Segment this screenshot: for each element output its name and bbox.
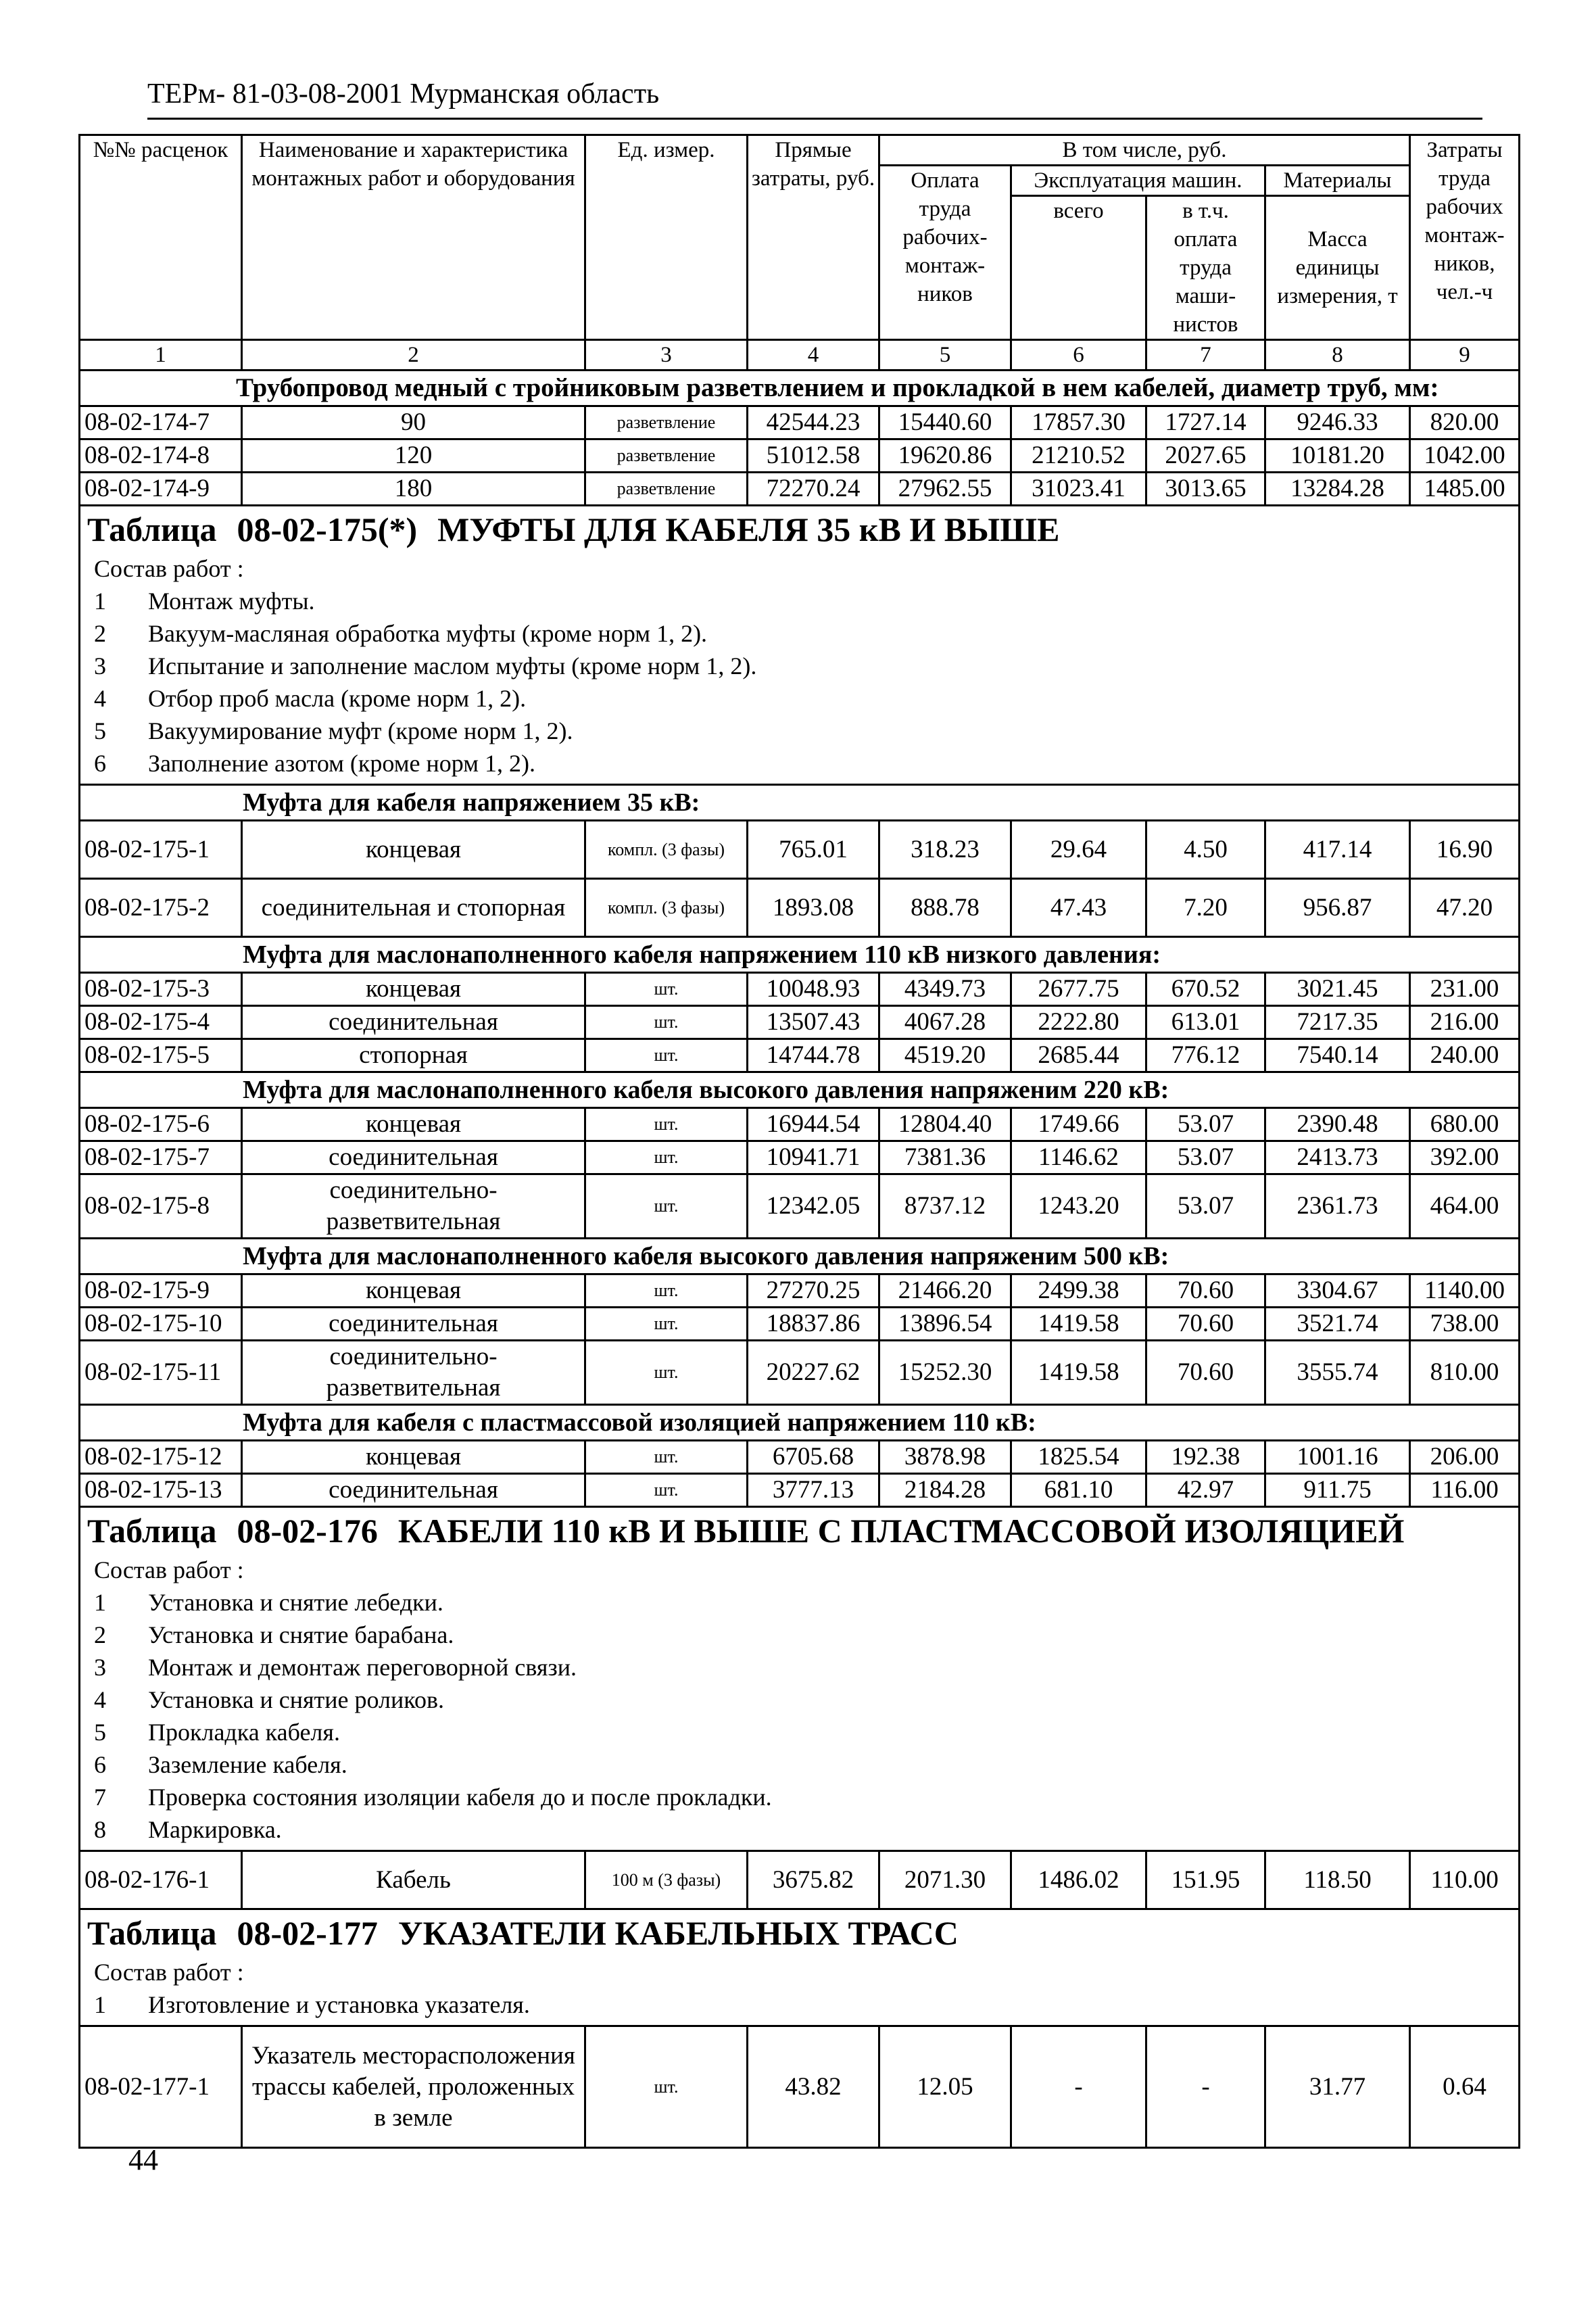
machines-labor: 151.95 xyxy=(1146,1851,1265,1909)
composition-text: Вакуум-масляная обработка муфты (кроме норм 1, 2). xyxy=(148,620,708,647)
col-materials-header: Материалы xyxy=(1265,166,1410,196)
direct-cost: 10048.93 xyxy=(748,973,879,1006)
direct-cost: 3675.82 xyxy=(748,1851,879,1909)
rate-code: 08-02-175-1 xyxy=(80,821,242,879)
machines-total: 2222.80 xyxy=(1011,1006,1146,1039)
materials: 2413.73 xyxy=(1265,1141,1410,1174)
group-heading: Муфта для кабеля с пластмассовой изоляцией напряжением 110 кВ: xyxy=(80,1405,1520,1441)
materials: 1001.16 xyxy=(1265,1441,1410,1474)
composition-item xyxy=(94,1988,1518,2021)
work-name: Кабель xyxy=(242,1851,585,1909)
table-label: Таблица xyxy=(87,1914,217,1952)
machines-labor: - xyxy=(1146,2026,1265,2148)
work-name: концевая xyxy=(242,1108,585,1141)
direct-cost: 43.82 xyxy=(748,2026,879,2148)
materials: 118.50 xyxy=(1265,1851,1410,1909)
composition-number: 3 xyxy=(94,1654,106,1681)
direct-cost: 27270.25 xyxy=(748,1274,879,1308)
rate-code: 08-02-175-8 xyxy=(80,1174,242,1239)
composition-row xyxy=(80,552,1520,785)
work-name: соединительная xyxy=(242,1141,585,1174)
table-row xyxy=(80,1108,1520,1141)
machines-labor: 70.60 xyxy=(1146,1274,1265,1308)
rate-code: 08-02-175-6 xyxy=(80,1108,242,1141)
composition-number: 6 xyxy=(94,750,106,777)
composition-text: Установка и снятие барабана. xyxy=(148,1621,454,1648)
labor-pay: 13896.54 xyxy=(879,1308,1011,1341)
machines-total: 2685.44 xyxy=(1011,1039,1146,1072)
machines-total: 1749.66 xyxy=(1011,1108,1146,1141)
table-row xyxy=(80,439,1520,473)
machines-labor: 776.12 xyxy=(1146,1039,1265,1072)
table-row xyxy=(80,879,1520,937)
composition-text: Монтаж и демонтаж переговорной связи. xyxy=(148,1654,577,1681)
labor-hours: 464.00 xyxy=(1410,1174,1520,1239)
machines-labor: 1727.14 xyxy=(1146,406,1265,439)
rate-code: 08-02-177-1 xyxy=(80,2026,242,2148)
unit: шт. xyxy=(585,1341,748,1405)
work-name: соединительная xyxy=(242,1006,585,1039)
work-name: концевая xyxy=(242,973,585,1006)
materials: 3555.74 xyxy=(1265,1341,1410,1405)
materials: 417.14 xyxy=(1265,821,1410,879)
direct-cost: 765.01 xyxy=(748,821,879,879)
rate-code: 08-02-174-8 xyxy=(80,439,242,473)
machines-labor: 70.60 xyxy=(1146,1341,1265,1405)
direct-cost: 13507.43 xyxy=(748,1006,879,1039)
work-name: концевая xyxy=(242,1441,585,1474)
labor-pay: 888.78 xyxy=(879,879,1011,937)
composition-number: 3 xyxy=(94,652,106,679)
table-title-row xyxy=(80,506,1520,553)
column-number: 3 xyxy=(585,340,748,371)
column-number: 8 xyxy=(1265,340,1410,371)
work-name: концевая xyxy=(242,821,585,879)
table-row xyxy=(80,821,1520,879)
materials: 911.75 xyxy=(1265,1474,1410,1507)
materials: 2361.73 xyxy=(1265,1174,1410,1239)
work-name: соединительная xyxy=(242,1308,585,1341)
unit: шт. xyxy=(585,1174,748,1239)
machines-total: 1825.54 xyxy=(1011,1441,1146,1474)
table-row xyxy=(80,1851,1520,1909)
rate-code: 08-02-175-5 xyxy=(80,1039,242,1072)
machines-total: 29.64 xyxy=(1011,821,1146,879)
unit: компл. (3 фазы) xyxy=(585,821,748,879)
composition-text: Испытание и заполнение маслом муфты (кроме норм 1, 2). xyxy=(148,652,757,679)
machines-labor: 613.01 xyxy=(1146,1006,1265,1039)
composition-text: Установка и снятие роликов. xyxy=(148,1686,444,1713)
table-code: 08-02-177 xyxy=(237,1914,378,1952)
machines-labor: 7.20 xyxy=(1146,879,1265,937)
labor-pay: 12804.40 xyxy=(879,1108,1011,1141)
table-title xyxy=(80,1507,1520,1554)
col-unit-header: Ед. измер. xyxy=(585,135,748,340)
group-heading: Муфта для кабеля напряжением 35 кВ: xyxy=(80,785,1520,821)
machines-labor: 4.50 xyxy=(1146,821,1265,879)
labor-hours: 110.00 xyxy=(1410,1851,1520,1909)
unit: шт. xyxy=(585,1006,748,1039)
composition-item xyxy=(94,1813,1518,1846)
direct-cost: 14744.78 xyxy=(748,1039,879,1072)
table-row xyxy=(80,1441,1520,1474)
machines-labor: 53.07 xyxy=(1146,1108,1265,1141)
table-row xyxy=(80,473,1520,506)
materials: 9246.33 xyxy=(1265,406,1410,439)
rate-code: 08-02-175-3 xyxy=(80,973,242,1006)
direct-cost: 3777.13 xyxy=(748,1474,879,1507)
composition-text: Маркировка. xyxy=(148,1816,282,1843)
table-row xyxy=(80,2026,1520,2148)
composition-number: 1 xyxy=(94,1991,106,2018)
composition-item xyxy=(94,1781,1518,1813)
col-direct-header: Прямые затраты, руб. xyxy=(748,135,879,340)
labor-pay: 15440.60 xyxy=(879,406,1011,439)
composition-heading: Состав работ : xyxy=(94,1556,244,1583)
group-heading-row xyxy=(80,1072,1520,1108)
materials: 13284.28 xyxy=(1265,473,1410,506)
table-row xyxy=(80,973,1520,1006)
work-name: соединительно-разветвительная xyxy=(242,1341,585,1405)
direct-cost: 10941.71 xyxy=(748,1141,879,1174)
machines-total: 1419.58 xyxy=(1011,1341,1146,1405)
col-labor-hours-header: Затраты труда рабочих монтаж-ников, чел.-ч xyxy=(1410,135,1520,340)
composition-item xyxy=(94,1619,1518,1651)
table-label: Таблица xyxy=(87,510,217,548)
materials: 3304.67 xyxy=(1265,1274,1410,1308)
unit: шт. xyxy=(585,1308,748,1341)
col-machines-total-header: всего xyxy=(1011,196,1146,340)
composition-number: 8 xyxy=(94,1816,106,1843)
work-composition xyxy=(80,552,1520,785)
work-name: стопорная xyxy=(242,1039,585,1072)
materials: 3521.74 xyxy=(1265,1308,1410,1341)
labor-pay: 2184.28 xyxy=(879,1474,1011,1507)
labor-hours: 392.00 xyxy=(1410,1141,1520,1174)
column-number: 6 xyxy=(1011,340,1146,371)
direct-cost: 72270.24 xyxy=(748,473,879,506)
composition-heading: Состав работ : xyxy=(94,1959,244,1986)
unit: шт. xyxy=(585,973,748,1006)
unit: шт. xyxy=(585,1108,748,1141)
labor-hours: 820.00 xyxy=(1410,406,1520,439)
document-body xyxy=(78,134,1518,2149)
machines-total: 681.10 xyxy=(1011,1474,1146,1507)
labor-pay: 4349.73 xyxy=(879,973,1011,1006)
rate-code: 08-02-174-9 xyxy=(80,473,242,506)
col-labor-pay-header: Оплата труда рабочих-монтаж-ников xyxy=(879,166,1011,340)
table-code: 08-02-176 xyxy=(237,1512,378,1550)
composition-item xyxy=(94,585,1518,617)
machines-labor: 53.07 xyxy=(1146,1174,1265,1239)
composition-number: 4 xyxy=(94,685,106,712)
labor-pay: 15252.30 xyxy=(879,1341,1011,1405)
labor-hours: 231.00 xyxy=(1410,973,1520,1006)
labor-hours: 680.00 xyxy=(1410,1108,1520,1141)
composition-item xyxy=(94,715,1518,747)
col-including-header: В том числе, руб. xyxy=(879,135,1410,166)
labor-pay: 2071.30 xyxy=(879,1851,1011,1909)
column-number: 5 xyxy=(879,340,1011,371)
table-title-row xyxy=(80,1909,1520,1957)
table-title xyxy=(80,506,1520,553)
rate-code: 08-02-174-7 xyxy=(80,406,242,439)
materials: 2390.48 xyxy=(1265,1108,1410,1141)
materials: 31.77 xyxy=(1265,2026,1410,2148)
page-number: 44 xyxy=(128,2143,158,2176)
rate-code: 08-02-175-12 xyxy=(80,1441,242,1474)
unit: шт. xyxy=(585,1274,748,1308)
composition-row xyxy=(80,1554,1520,1851)
column-number: 7 xyxy=(1146,340,1265,371)
labor-hours: 116.00 xyxy=(1410,1474,1520,1507)
unit: разветвление xyxy=(585,473,748,506)
column-number-row xyxy=(80,340,1520,371)
table-title xyxy=(80,1909,1520,1957)
unit: шт. xyxy=(585,1441,748,1474)
composition-item xyxy=(94,1748,1518,1781)
labor-hours: 240.00 xyxy=(1410,1039,1520,1072)
rate-code: 08-02-175-13 xyxy=(80,1474,242,1507)
machines-total: 2499.38 xyxy=(1011,1274,1146,1308)
machines-labor: 70.60 xyxy=(1146,1308,1265,1341)
labor-hours: 47.20 xyxy=(1410,879,1520,937)
composition-heading: Состав работ : xyxy=(94,555,244,582)
labor-pay: 8737.12 xyxy=(879,1174,1011,1239)
table-row xyxy=(80,406,1520,439)
unit: разветвление xyxy=(585,406,748,439)
labor-pay: 27962.55 xyxy=(879,473,1011,506)
rate-code: 08-02-175-7 xyxy=(80,1141,242,1174)
composition-text: Прокладка кабеля. xyxy=(148,1719,340,1746)
composition-text: Заземление кабеля. xyxy=(148,1751,347,1778)
work-name: 90 xyxy=(242,406,585,439)
composition-item xyxy=(94,1716,1518,1748)
table-name: МУФТЫ ДЛЯ КАБЕЛЯ 35 кВ И ВЫШЕ xyxy=(437,510,1060,548)
machines-total: 17857.30 xyxy=(1011,406,1146,439)
table-row xyxy=(80,1174,1520,1239)
group-heading: Трубопровод медный с тройниковым разветвлением и прокладкой в нем кабелей, диаметр труб, мм: xyxy=(80,371,1520,406)
col-name-header: Наименование и характеристика монтажных работ и оборудования xyxy=(242,135,585,340)
labor-hours: 1042.00 xyxy=(1410,439,1520,473)
labor-hours: 206.00 xyxy=(1410,1441,1520,1474)
machines-total: 2677.75 xyxy=(1011,973,1146,1006)
labor-hours: 738.00 xyxy=(1410,1308,1520,1341)
unit: шт. xyxy=(585,2026,748,2148)
pricing-table xyxy=(78,134,1520,2149)
table-row xyxy=(80,1341,1520,1405)
composition-number: 2 xyxy=(94,620,106,647)
materials: 3021.45 xyxy=(1265,973,1410,1006)
unit: разветвление xyxy=(585,439,748,473)
machines-total: - xyxy=(1011,2026,1146,2148)
col-mass-header: Масса единицы измерения, т xyxy=(1265,196,1410,340)
labor-hours: 810.00 xyxy=(1410,1341,1520,1405)
direct-cost: 18837.86 xyxy=(748,1308,879,1341)
materials: 7217.35 xyxy=(1265,1006,1410,1039)
direct-cost: 6705.68 xyxy=(748,1441,879,1474)
labor-hours: 1485.00 xyxy=(1410,473,1520,506)
table-code: 08-02-175(*) xyxy=(237,510,418,548)
work-name: концевая xyxy=(242,1274,585,1308)
col-machines-header: Эксплуатация машин. xyxy=(1011,166,1265,196)
machines-labor: 670.52 xyxy=(1146,973,1265,1006)
work-composition xyxy=(80,1956,1520,2026)
unit: компл. (3 фазы) xyxy=(585,879,748,937)
direct-cost: 1893.08 xyxy=(748,879,879,937)
table-row xyxy=(80,1474,1520,1507)
labor-pay: 12.05 xyxy=(879,2026,1011,2148)
machines-total: 21210.52 xyxy=(1011,439,1146,473)
work-name: Указатель месторасположения трассы кабелей, проложенных в земле xyxy=(242,2026,585,2148)
group-heading-row xyxy=(80,1405,1520,1441)
materials: 7540.14 xyxy=(1265,1039,1410,1072)
composition-number: 2 xyxy=(94,1621,106,1648)
rate-code: 08-02-176-1 xyxy=(80,1851,242,1909)
direct-cost: 16944.54 xyxy=(748,1108,879,1141)
table-title-row xyxy=(80,1507,1520,1554)
composition-number: 5 xyxy=(94,1719,106,1746)
table-row xyxy=(80,1039,1520,1072)
group-heading: Муфта для маслонаполненного кабеля высокого давления напряженим 500 кВ: xyxy=(80,1239,1520,1274)
composition-item xyxy=(94,1684,1518,1716)
group-heading: Муфта для маслонаполненного кабеля высокого давления напряженим 220 кВ: xyxy=(80,1072,1520,1108)
composition-item xyxy=(94,1651,1518,1684)
machines-labor: 192.38 xyxy=(1146,1441,1265,1474)
composition-item xyxy=(94,617,1518,650)
table-row xyxy=(80,1141,1520,1174)
labor-hours: 1140.00 xyxy=(1410,1274,1520,1308)
composition-text: Изготовление и установка указателя. xyxy=(148,1991,530,2018)
header-row xyxy=(80,135,1520,166)
work-name: 180 xyxy=(242,473,585,506)
rate-code: 08-02-175-9 xyxy=(80,1274,242,1308)
unit: 100 м (3 фазы) xyxy=(585,1851,748,1909)
rate-code: 08-02-175-2 xyxy=(80,879,242,937)
col-machines-labor-header: в т.ч. оплата труда маши-нистов xyxy=(1146,196,1265,340)
machines-total: 1146.62 xyxy=(1011,1141,1146,1174)
table-row xyxy=(80,1274,1520,1308)
table-name: КАБЕЛИ 110 кВ И ВЫШЕ С ПЛАСТМАССОВОЙ ИЗОЛЯЦИЕЙ xyxy=(397,1512,1405,1550)
machines-labor: 3013.65 xyxy=(1146,473,1265,506)
machines-total: 47.43 xyxy=(1011,879,1146,937)
group-heading-row xyxy=(80,937,1520,973)
work-name: соединительная и стопорная xyxy=(242,879,585,937)
group-heading: Муфта для маслонаполненного кабеля напряжением 110 кВ низкого давления: xyxy=(80,937,1520,973)
work-name: соединительная xyxy=(242,1474,585,1507)
table-row xyxy=(80,1006,1520,1039)
direct-cost: 42544.23 xyxy=(748,406,879,439)
labor-pay: 4519.20 xyxy=(879,1039,1011,1072)
column-number: 2 xyxy=(242,340,585,371)
rate-code: 08-02-175-10 xyxy=(80,1308,242,1341)
work-name: 120 xyxy=(242,439,585,473)
composition-number: 6 xyxy=(94,1751,106,1778)
table-label: Таблица xyxy=(87,1512,217,1550)
machines-total: 1486.02 xyxy=(1011,1851,1146,1909)
machines-total: 1243.20 xyxy=(1011,1174,1146,1239)
composition-number: 1 xyxy=(94,588,106,615)
document-title: ТЕРм- 81-03-08-2001 Мурманская область xyxy=(147,78,660,110)
col-code-header: №№ расценок xyxy=(80,135,242,340)
rate-code: 08-02-175-4 xyxy=(80,1006,242,1039)
composition-item xyxy=(94,682,1518,715)
composition-number: 1 xyxy=(94,1589,106,1616)
table-row xyxy=(80,1308,1520,1341)
labor-pay: 4067.28 xyxy=(879,1006,1011,1039)
group-heading-row xyxy=(80,371,1520,406)
machines-labor: 42.97 xyxy=(1146,1474,1265,1507)
composition-text: Монтаж муфты. xyxy=(148,588,315,615)
page-header xyxy=(147,76,1482,120)
direct-cost: 12342.05 xyxy=(748,1174,879,1239)
labor-pay: 21466.20 xyxy=(879,1274,1011,1308)
composition-text: Заполнение азотом (кроме норм 1, 2). xyxy=(148,750,535,777)
column-number: 4 xyxy=(748,340,879,371)
materials: 956.87 xyxy=(1265,879,1410,937)
column-number: 1 xyxy=(80,340,242,371)
composition-number: 4 xyxy=(94,1686,106,1713)
composition-row xyxy=(80,1956,1520,2026)
composition-text: Установка и снятие лебедки. xyxy=(148,1589,443,1616)
composition-text: Вакуумирование муфт (кроме норм 1, 2). xyxy=(148,717,573,744)
labor-hours: 0.64 xyxy=(1410,2026,1520,2148)
machines-labor: 2027.65 xyxy=(1146,439,1265,473)
labor-hours: 16.90 xyxy=(1410,821,1520,879)
table-name: УКАЗАТЕЛИ КАБЕЛЬНЫХ ТРАСС xyxy=(397,1914,959,1952)
work-name: соединительно-разветвительная xyxy=(242,1174,585,1239)
unit: шт. xyxy=(585,1141,748,1174)
machines-total: 1419.58 xyxy=(1011,1308,1146,1341)
composition-number: 7 xyxy=(94,1784,106,1811)
labor-hours: 216.00 xyxy=(1410,1006,1520,1039)
unit: шт. xyxy=(585,1474,748,1507)
composition-item xyxy=(94,747,1518,780)
labor-pay: 318.23 xyxy=(879,821,1011,879)
machines-total: 31023.41 xyxy=(1011,473,1146,506)
rate-code: 08-02-175-11 xyxy=(80,1341,242,1405)
labor-pay: 3878.98 xyxy=(879,1441,1011,1474)
group-heading-row xyxy=(80,1239,1520,1274)
composition-text: Проверка состояния изоляции кабеля до и после прокладки. xyxy=(148,1784,772,1811)
composition-item xyxy=(94,1586,1518,1619)
unit: шт. xyxy=(585,1039,748,1072)
composition-item xyxy=(94,650,1518,682)
work-composition xyxy=(80,1554,1520,1851)
labor-pay: 7381.36 xyxy=(879,1141,1011,1174)
materials: 10181.20 xyxy=(1265,439,1410,473)
direct-cost: 51012.58 xyxy=(748,439,879,473)
group-heading-row xyxy=(80,785,1520,821)
machines-labor: 53.07 xyxy=(1146,1141,1265,1174)
composition-number: 5 xyxy=(94,717,106,744)
column-number: 9 xyxy=(1410,340,1520,371)
composition-text: Отбор проб масла (кроме норм 1, 2). xyxy=(148,685,527,712)
direct-cost: 20227.62 xyxy=(748,1341,879,1405)
labor-pay: 19620.86 xyxy=(879,439,1011,473)
